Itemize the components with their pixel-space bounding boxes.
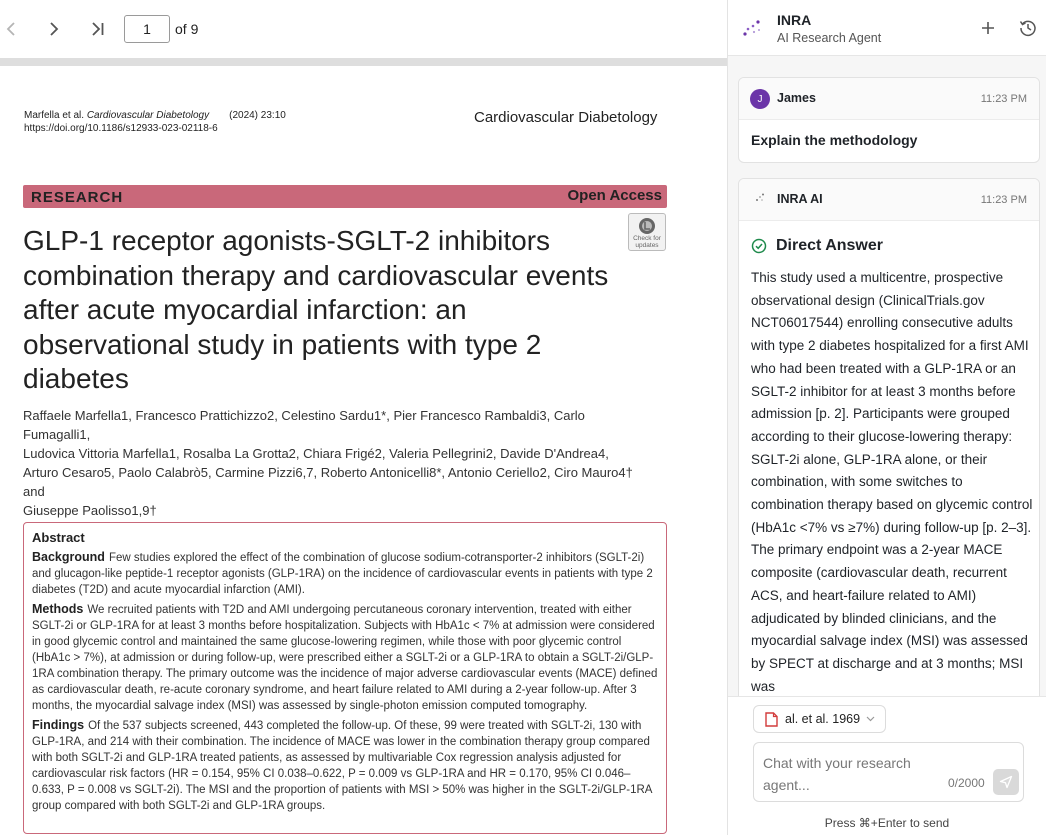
authors-line: Ludovica Vittoria Marfella1, Rosalba La Grotta2, Chiara Frigé2, Valeria Pellegrini2, Davide D'Andrea4, [23, 446, 609, 461]
new-chat-button[interactable] [978, 18, 998, 38]
sender-name: James [777, 91, 816, 105]
history-icon [1018, 18, 1038, 38]
check-updates-text: Check for updates [633, 235, 661, 249]
pdf-page [0, 66, 728, 835]
author-list [23, 406, 643, 520]
methods-label: Methods [32, 602, 84, 616]
background-text: Few studies explored the effect of the combination of glucose sodium-cotransporter-2 inhibitors (SGLT-2i) and glucagon-like peptide-1 receptor agonists (GLP-1RA) on the incidence of cardiovascular events in patients with type 2 diabetes (T2D) and acute myocardial infarction (AMI). [32, 552, 653, 596]
previous-page-button[interactable] [0, 18, 22, 40]
message-header [739, 78, 1039, 120]
send-button[interactable] [993, 769, 1019, 795]
findings-label: Findings [32, 718, 85, 732]
section-label: RESEARCH [31, 189, 124, 206]
last-page-button[interactable] [87, 18, 109, 40]
check-for-updates-badge[interactable] [628, 213, 666, 251]
citation-authors: Marfella et al. [24, 110, 85, 121]
agent-header [728, 0, 1046, 56]
abstract-findings [32, 717, 658, 814]
history-button[interactable] [1018, 18, 1038, 38]
chat-input-placeholder[interactable]: Chat with your research agent... [763, 755, 911, 793]
abstract-background [32, 549, 658, 598]
message-list[interactable] [728, 56, 1046, 696]
chat-composer [728, 696, 1046, 835]
plus-icon [978, 18, 998, 38]
background-label: Background [32, 550, 105, 564]
avatar: J [750, 89, 770, 109]
pdf-file-icon [765, 712, 778, 727]
sender-name: INRA AI [777, 192, 823, 206]
answer-text: This study used a multicentre, prospective observational design (ClinicalTrials.gov NCT06017544) enrolling consecutive adults with type 2 diabetes hospitalized for a first AMI who had been treated with a GLP-1RA or an SGLT-2 inhibitor for at least 3 months before admission [p. 2]. Participants were grouped according to their glucose-lowering therapy: SGLT-2i alone, GLP-1RA alone, or their combination, with some switches to combination therapy based on glycemic control (HbA1c <7% vs ≥7%) during follow-up [p. 2–3]. The primary endpoint was a 2-year MACE composite (cardiovascular death, recurrent ACS, and heart-failure related to AMI) adjudicated by blinded clinicians, and the myocardial salvage index (MSI) was assessed by SPECT at discharge and at 3 months; MSI was [751, 270, 1033, 694]
abstract-heading: Abstract [32, 530, 85, 545]
next-page-button[interactable] [43, 18, 65, 40]
answer-title: Direct Answer [776, 237, 883, 254]
citation-doi: https://doi.org/10.1186/s12933-023-02118-6 [24, 122, 218, 134]
chevron-left-icon [4, 21, 18, 37]
user-message [738, 77, 1040, 163]
citation-journal: Cardiovascular Diabetology [86, 110, 210, 121]
chevron-down-icon [866, 716, 875, 722]
agent-name: INRA [777, 12, 812, 28]
character-count: 0/2000 [948, 776, 985, 790]
inra-ai-icon [754, 192, 766, 204]
methods-text: We recruited patients with T2D and AMI undergoing percutaneous coronary intervention, treated with either SGLT-2i or GLP-1RA for at least 3 months before hospitalization. Subjects with HbA1c < 7% at admission were considered in good glycemic control and maintained the same glucose-lowering regimen, while those with poor glycemic control (HbA1c > 7%), at admission or during follow-up, were prescribed either a SGLT-2i or a GLP-1RA to obtain a SGLT-2i/GLP-1RA combination therapy. The primary outcome was the incidence of major adverse cardiovascular events (MACE) defined as cardiovascular death, re-acute coronary syndrome, and heart failure related to AMI during a 2-year follow-up. After 3 months, the myocardial salvage index (MSI) was assessed by single-photon emission computed tomography. [32, 604, 658, 712]
pdf-citation-header [24, 110, 286, 135]
skip-to-end-icon [90, 21, 106, 37]
send-shortcut-hint: Press ⌘+Enter to send [824, 816, 950, 830]
abstract-methods [32, 601, 658, 714]
ai-message [738, 178, 1040, 696]
crossmark-icon [638, 217, 656, 235]
article-title: GLP-1 receptor agonists-SGLT-2 inhibitors combination therapy and cardiovascular events after acute myocardial infarction: an observational study in patients with type 2 diabetes [23, 225, 609, 394]
page-number-input[interactable] [124, 15, 170, 43]
research-banner [23, 185, 667, 208]
message-header [739, 179, 1039, 221]
user-message-text: Explain the methodology [751, 132, 918, 148]
open-access-label: Open Access [567, 187, 662, 204]
authors-line: Giuseppe Paolisso1,9† [23, 503, 157, 518]
inra-logo-icon [742, 19, 762, 37]
send-icon [999, 775, 1013, 789]
chevron-right-icon [47, 21, 61, 37]
authors-line: Arturo Cesaro5, Paolo Calabrò5, Carmine Pizzi6,7, Roberto Antonicelli8*, Antonio Ceriello2, Ciro Mauro4† and [23, 465, 633, 499]
horizontal-scrollbar[interactable] [0, 58, 728, 66]
pdf-toolbar [0, 0, 728, 58]
answer-heading [751, 237, 883, 255]
source-selector[interactable] [753, 705, 886, 733]
agent-subtitle: AI Research Agent [777, 31, 882, 45]
check-circle-icon [751, 238, 767, 254]
research-agent-panel [728, 0, 1046, 835]
message-time: 11:23 PM [980, 93, 1027, 105]
findings-text: Of the 537 subjects screened, 443 completed the follow-up. Of these, 99 were treated with SGLT-2i, 130 with GLP-1RA, and 214 with their combination. The incidence of MACE was lower in the combination therapy group compared with both SGLT-2i and GLP-1RA treated patients, as assessed by multivariable Cox regression analysis adjusted for cardiovascular risk factors (HR = 0.154, 95% CI 0.038–0.622, P = 0.009 vs GLP-1RA and HR = 0.170, 95% CI 0.046–0.633, P = 0.008 vs SGLT-2i). The MSI and the proportion of patients with MSI > 50% was higher in the SGLT-2i/GLP-1RA group compared with both SGLT-2i and GLP-1RA groups. [32, 720, 652, 812]
abstract-box [23, 522, 667, 834]
page-count-label: of 9 [175, 21, 199, 37]
citation-year: (2024) 23:10 [229, 110, 286, 121]
source-label: al. et al. 1969 [785, 712, 861, 726]
chat-input[interactable] [753, 742, 1024, 802]
message-time: 11:23 PM [980, 194, 1027, 206]
authors-line: Raffaele Marfella1, Francesco Prattichizzo2, Celestino Sardu1*, Pier Francesco Rambaldi3, Carlo Fumagalli1, [23, 408, 585, 442]
journal-name: Cardiovascular Diabetology [474, 109, 658, 126]
